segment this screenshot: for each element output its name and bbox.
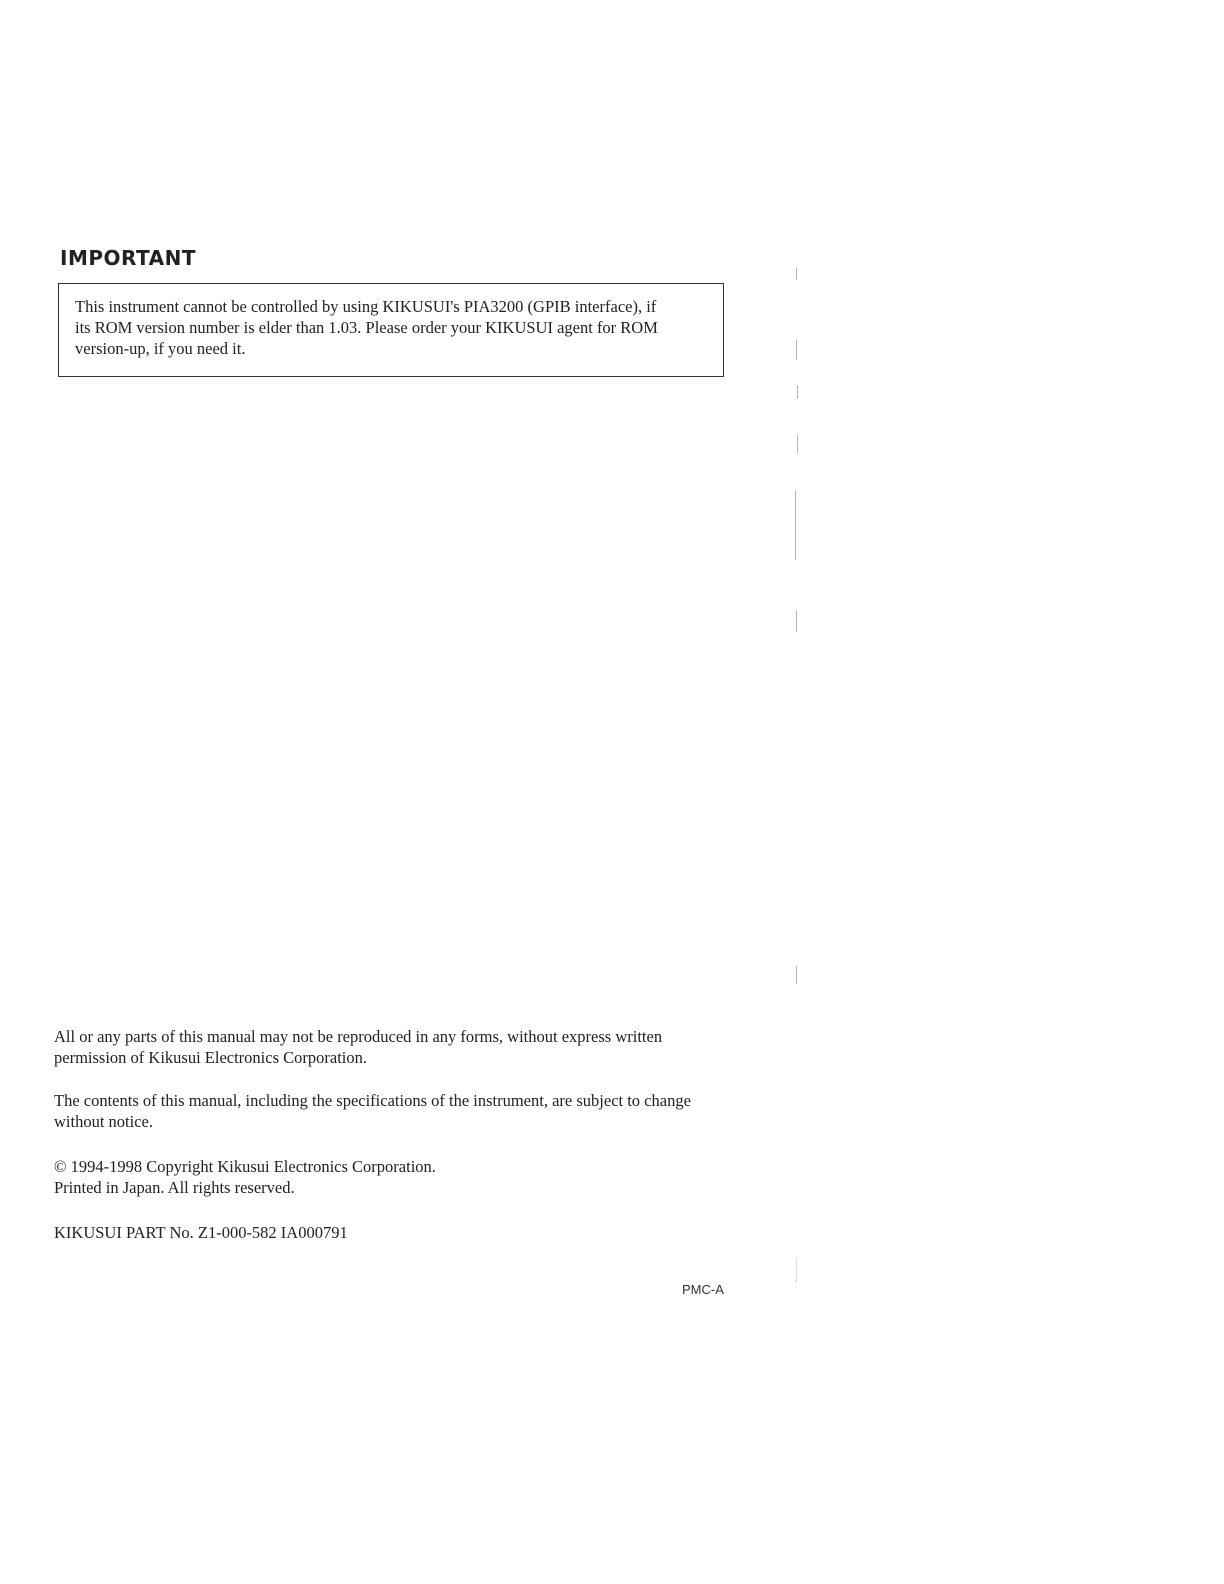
change-notice: [54, 1090, 734, 1132]
scan-artifact: [796, 340, 797, 360]
scan-artifact: [796, 966, 797, 984]
scan-artifact: [796, 1258, 797, 1282]
important-notice-box: [58, 283, 724, 377]
reproduction-line: permission of Kikusui Electronics Corporation.: [54, 1048, 367, 1067]
important-line: This instrument cannot be controlled by using KIKUSUI's PIA3200 (GPIB interface), if: [75, 297, 657, 316]
scan-artifact: [795, 490, 796, 560]
copyright-line: Printed in Japan. All rights reserved.: [54, 1178, 295, 1197]
scan-artifact: [796, 268, 797, 280]
important-line: its ROM version number is elder than 1.03. Please order your KIKUSUI agent for ROM: [75, 318, 658, 337]
change-line: without notice.: [54, 1112, 153, 1131]
copyright-notice: [54, 1156, 734, 1198]
copyright-line: © 1994-1998 Copyright Kikusui Electronics Corporation.: [54, 1157, 436, 1176]
scan-artifact: [796, 610, 797, 632]
scan-artifact: [797, 435, 798, 453]
reproduction-notice: [54, 1026, 734, 1068]
important-notice-text: [75, 296, 709, 359]
part-number: [54, 1222, 734, 1243]
important-line: version-up, if you need it.: [75, 339, 246, 358]
document-code: PMC-A: [682, 1282, 724, 1297]
part-number-line: KIKUSUI PART No. Z1-000-582 IA000791: [54, 1223, 348, 1242]
scan-artifact: [797, 385, 798, 399]
important-heading: IMPORTANT: [60, 246, 196, 270]
reproduction-line: All or any parts of this manual may not be reproduced in any forms, without express written: [54, 1027, 663, 1046]
change-line: The contents of this manual, including the specifications of the instrument, are subject to change: [54, 1091, 691, 1110]
